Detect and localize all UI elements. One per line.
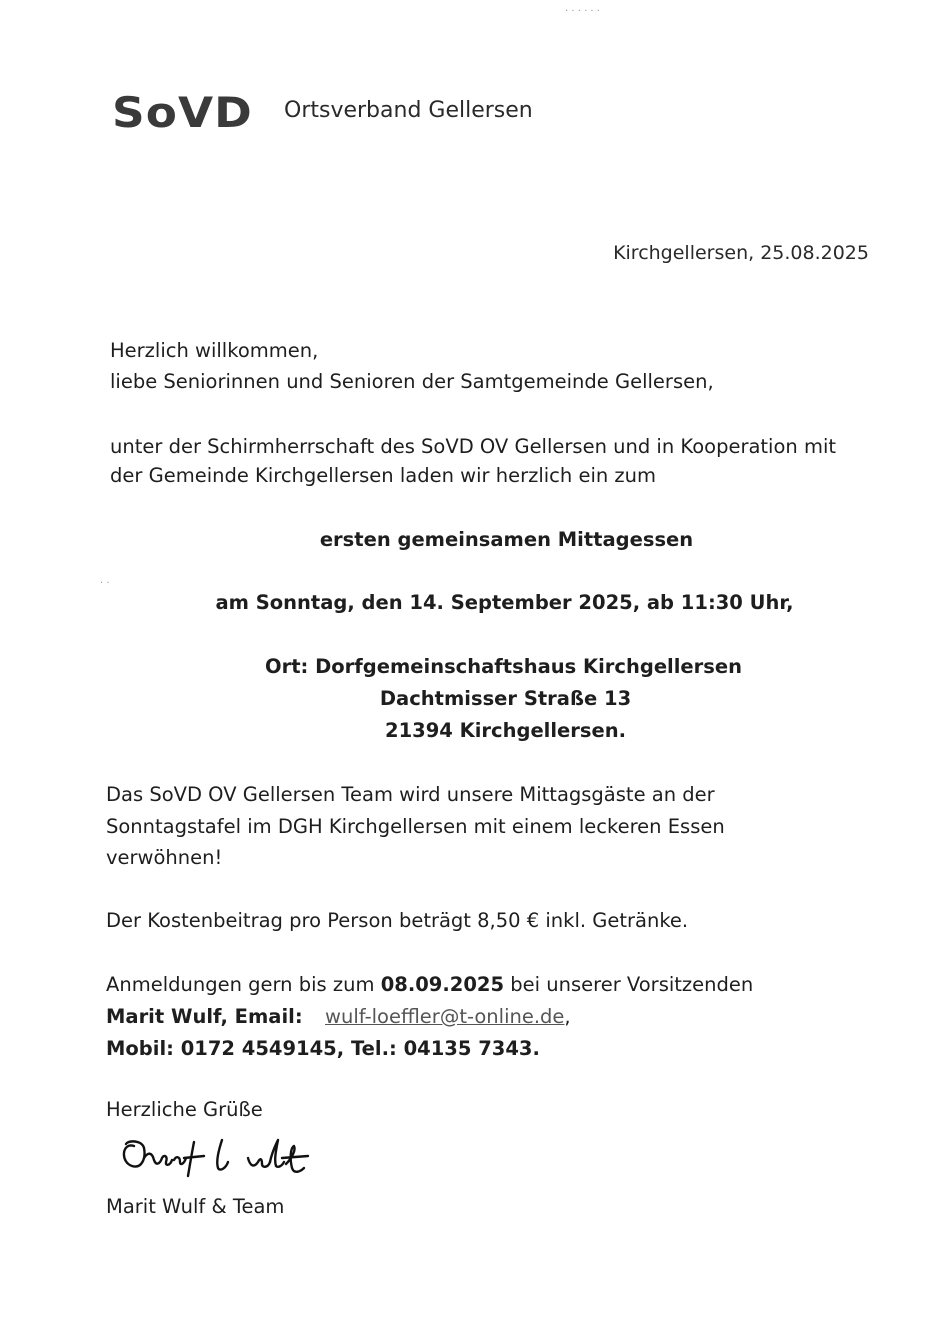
handwritten-signature [118, 1128, 318, 1192]
scan-speck: · · · · · · [565, 6, 600, 17]
intro-line-1: unter der Schirmherrschaft des SoVD OV Gellersen und in Kooperation mit [110, 435, 837, 458]
registration-text: Anmeldungen gern bis zum [106, 973, 381, 996]
event-place-line-2: Dachtmisser Straße 13 [379, 687, 632, 710]
cost-line: Der Kostenbeitrag pro Person beträgt 8,50 € inkl. Getränke. [106, 909, 689, 932]
greeting-line-1: Herzlich willkommen, [110, 339, 319, 362]
scan-speck: · · [100, 578, 110, 589]
place-date: Kirchgellersen, 25.08.2025 [613, 242, 869, 264]
closing-name: Marit Wulf & Team [106, 1195, 285, 1218]
registration-phone-line: Mobil: 0172 4549145, Tel.: 04135 7343. [106, 1037, 540, 1060]
greeting-line-2: liebe Seniorinnen und Senioren der Samtgemeinde Gellersen, [110, 370, 714, 393]
registration-deadline: 08.09.2025 [380, 973, 505, 996]
event-place-line-3: 21394 Kirchgellersen. [385, 719, 626, 742]
email-link[interactable]: wulf-loeffler@t-online.de [325, 1005, 565, 1028]
closing-greeting: Herzliche Grüße [106, 1098, 263, 1121]
team-line-1: Das SoVD OV Gellersen Team wird unsere Mittagsgäste an der [106, 783, 715, 806]
event-place-line-1: Ort: Dorfgemeinschaftshaus Kirchgellersen [265, 655, 742, 678]
email-comma: , [564, 1005, 571, 1028]
team-line-3: verwöhnen! [106, 846, 223, 869]
intro-line-2: der Gemeinde Kirchgellersen laden wir herzlich ein zum [110, 464, 657, 487]
registration-text-suffix: bei unserer Vorsitzenden [504, 973, 754, 996]
registration-line-1 [106, 970, 753, 1000]
sovd-logo: SoVD [112, 88, 253, 137]
event-when: am Sonntag, den 14. September 2025, ab 11:30 Uhr, [215, 591, 794, 614]
registration-line-2 [106, 1002, 571, 1032]
org-name: Ortsverband Gellersen [284, 98, 533, 123]
event-title: ersten gemeinsamen Mittagessen [319, 528, 694, 551]
team-line-2: Sonntagstafel im DGH Kirchgellersen mit einem leckeren Essen [106, 815, 725, 838]
contact-name-email-label: Marit Wulf, Email: [106, 1005, 303, 1028]
